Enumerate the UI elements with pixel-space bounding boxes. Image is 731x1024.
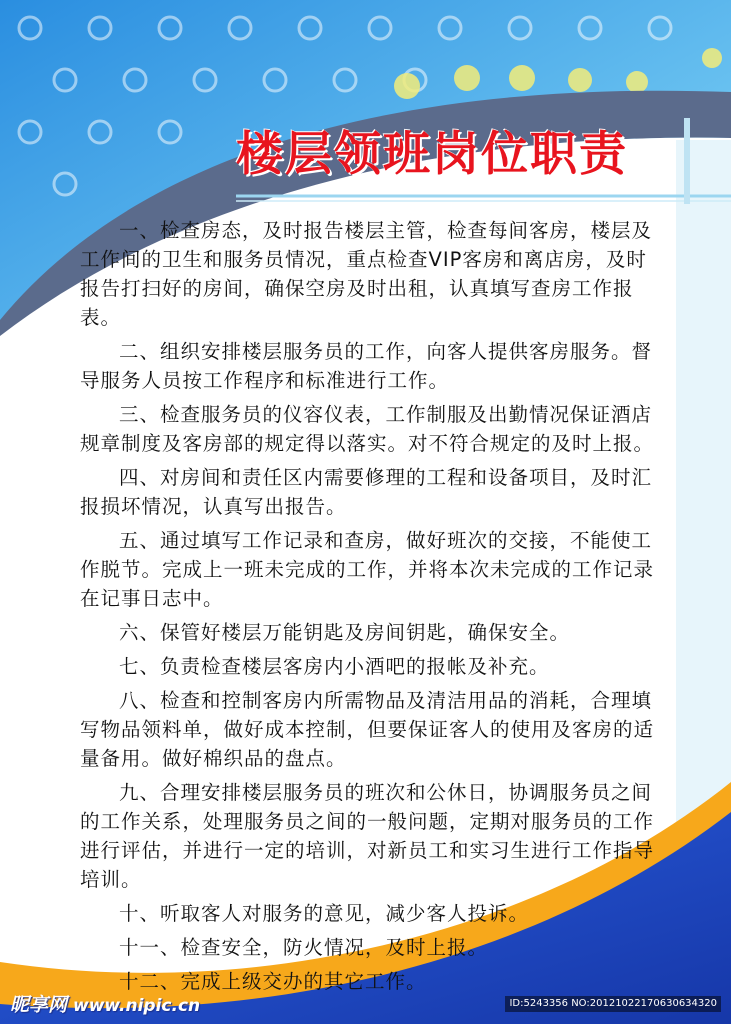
duty-item: 十、听取客人对服务的意见，减少客人投诉。 xyxy=(119,902,530,925)
watermark-logo xyxy=(10,990,200,1020)
duty-item: 二、组织安排楼层服务员的工作，向客人提供客房服务。督导服务人员按工作程序和标准进行工作。 xyxy=(80,340,653,392)
duty-item: 十二、完成上级交办的其它工作。 xyxy=(119,970,427,993)
duty-item: 九、合理安排楼层服务员的班次和公休日，协调服务员之间的工作关系，处理服务员之间的一般问题，定期对服务员的工作进行评估，并进行一定的培训，对新员工和实习生进行工作指导培训。 xyxy=(80,781,655,891)
duty-item: 三、检查服务员的仪容仪表，工作制服及出勤情况保证酒店规章制度及客房部的规定得以落实。对不符合规定的及时上报。 xyxy=(80,403,655,455)
duty-item: 六、保管好楼层万能钥匙及房间钥匙，确保安全。 xyxy=(119,621,571,644)
duty-item: 十一、检查安全，防火情况，及时上报。 xyxy=(119,936,489,959)
duty-item: 八、检查和控制客房内所需物品及清洁用品的消耗，合理填写物品领料单，做好成本控制，但要保证客人的使用及客房的适量备用。做好棉织品的盘点。 xyxy=(80,689,655,770)
title-accent-bar xyxy=(684,118,690,204)
page-title: 楼层领班岗位职责 xyxy=(236,127,628,182)
duty-item: 七、负责检查楼层客房内小酒吧的报帐及补充。 xyxy=(119,655,550,678)
watermark-id: ID:5243356 NO:20121022170630634320 xyxy=(505,996,721,1012)
duties-list xyxy=(80,216,660,1001)
duty-item: 一、检查房态，及时报告楼层主管，检查每间客房，楼层及工作间的卫生和服务员情况，重点检查VIP客房和离店房，及时报告打扫好的房间，确保空房及时出租，认真填写查房工作报表。 xyxy=(80,219,653,329)
watermark-site: www.nipic.cn xyxy=(73,996,201,1016)
duty-item: 五、通过填写工作记录和查房，做好班次的交接，不能使工作脱节。完成上一班未完成的工作，并将本次未完成的工作记录在记事日志中。 xyxy=(80,529,655,610)
watermark-logo-text: 昵享网 xyxy=(10,994,68,1016)
duty-item: 四、对房间和责任区内需要修理的工程和设备项目，及时汇报损坏情况，认真写出报告。 xyxy=(80,466,653,518)
